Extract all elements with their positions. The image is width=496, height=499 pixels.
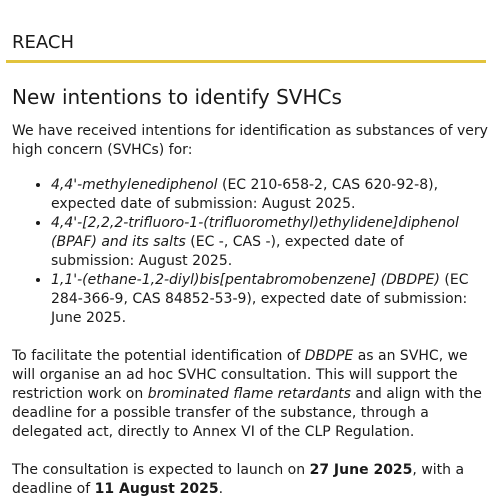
substance-details: (EC 210-658-2, CAS 620-92-8), expected date of submission: August 2025. <box>51 177 439 212</box>
substance-details: (EC 284-366-9, CAS 84852-53-9), expected date of submission: June 2025. <box>51 272 469 326</box>
launch-date: 27 June 2025 <box>309 462 413 478</box>
substance-list <box>12 176 488 328</box>
intro-paragraph: We have received intentions for identification as substances of very high concern (SVHCs) for: <box>12 123 488 158</box>
substance-details: (EC -, CAS -), expected date of submission: August 2025. <box>51 234 404 269</box>
substance-name: 4,4'-methylenediphenol <box>51 177 218 193</box>
page-heading: New intentions to identify SVHCs <box>12 85 342 109</box>
consultation-paragraph: To facilitate the potential identification of DBDPE as an SVHC, we will organise an ad hoc SVHC consultation. This will support the restriction work on brominated flame retardants and align with the deadline for a possible transfer of the substance, through a delegated act, directly to Annex VI of the CLP Regulation. <box>12 348 482 440</box>
list-item <box>51 176 488 214</box>
substance-name: 4,4'-[2,2,2-trifluoro-1-(trifluoromethyl)ethylidene]diphenol (BPAF) and its salts <box>51 215 459 250</box>
deadline-date: 11 August 2025 <box>94 481 219 497</box>
topic-text: brominated flame retardants <box>147 386 351 402</box>
launch-paragraph: The consultation is expected to launch on 27 June 2025, with a deadline of 11 August 2025. <box>12 462 465 497</box>
section-title: REACH <box>12 32 74 53</box>
substance-name: 1,1'-(ethane-1,2-diyl)bis[pentabromobenzene] (DBDPE) <box>51 272 440 288</box>
substance-acronym: DBDPE <box>304 348 354 364</box>
list-item <box>51 271 488 328</box>
list-item <box>51 214 488 271</box>
section-divider <box>6 60 486 63</box>
